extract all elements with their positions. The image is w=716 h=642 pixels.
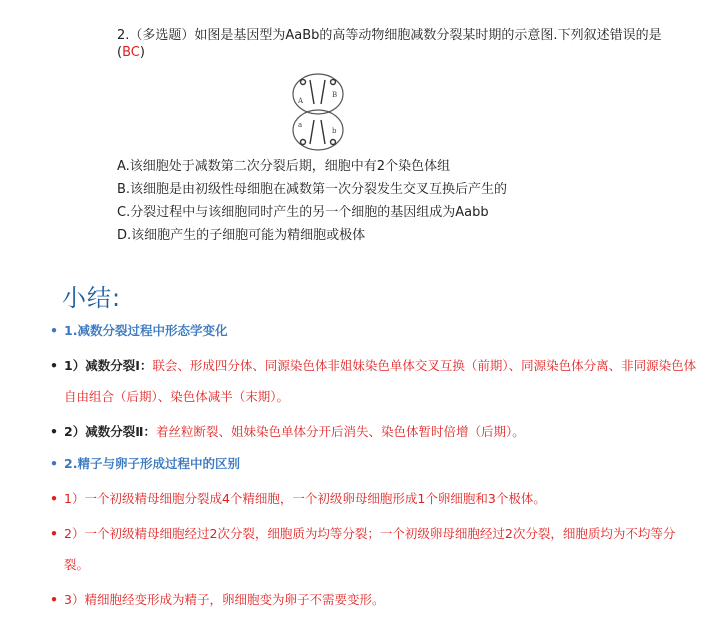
chromosome-lower-right (321, 120, 325, 144)
chromosome-upper-left (310, 80, 314, 104)
bullet-dot: • (50, 358, 58, 373)
option-b: B.该细胞是由初级性母细胞在减数第一次分裂发生交叉互换后产生的 (117, 182, 508, 197)
difference-item-1-text: 1）一个初级精母细胞分裂成4个精细胞，一个初级卵母细胞形成1个卵细胞和3个极体。 (64, 491, 546, 506)
chromosome-lower-left (310, 120, 314, 144)
option-a: A.该细胞处于减数第二次分裂后期，细胞中有2个染色体组 (117, 159, 451, 174)
bullet-dot: • (50, 323, 58, 338)
option-d: D.该细胞产生的子细胞可能为精细胞或极体 (117, 228, 366, 243)
section-heading-2 (48, 451, 698, 477)
meiosis-1-label: 1）减数分裂Ⅰ： (64, 358, 153, 373)
gene-label-B: B (332, 91, 338, 99)
gene-label-A: A (298, 97, 304, 105)
centrosome-lower-left (301, 140, 306, 145)
bullet-dot: • (50, 592, 58, 607)
summary-title: 小结: (62, 284, 122, 312)
meiosis-1-item (48, 350, 698, 412)
question-close: ) (139, 45, 145, 60)
bullet-dot: • (50, 491, 58, 506)
bullet-dot: • (50, 424, 58, 439)
meiosis-2-label: 2）减数分裂Ⅱ： (64, 424, 156, 439)
difference-item-2-text: 2）一个初级精母细胞经过2次分裂，细胞质为均等分裂；一个初级卵母细胞经过2次分裂，细胞质均为不均等分裂。 (64, 526, 676, 572)
bullet-dot: • (50, 526, 58, 541)
gene-label-b: b (332, 127, 337, 135)
centrosome-upper-right (331, 80, 336, 85)
difference-item-2 (48, 518, 698, 580)
summary-bullets (48, 318, 698, 619)
centrosome-lower-right (331, 140, 336, 145)
option-c: C.分裂过程中与该细胞同时产生的另一个细胞的基因组成为Aabb (117, 205, 489, 220)
difference-item-3-text: 3）精细胞经变形成为精子，卵细胞变为卵子不需要变形。 (64, 592, 385, 607)
cell-diagram (283, 70, 353, 154)
centrosome-upper-left (301, 80, 306, 85)
question-text: 2.（多选题）如图是基因型为AaBb的高等动物细胞减数分裂某时期的示意图.下列叙述错误的是( (117, 28, 662, 60)
meiosis-2-text: 着丝粒断裂、姐妹染色单体分开后消失、染色体暂时倍增（后期）。 (155, 424, 525, 439)
meiosis-1-text: 联会、形成四分体、同源染色体非姐妹染色单体交叉互换（前期）、同源染色体分离、非同源染色体自由组合（后期）、染色体减半（末期）。 (64, 358, 697, 404)
chromosome-upper-right (321, 80, 325, 104)
options-list (117, 155, 677, 247)
bullet-dot: • (50, 456, 58, 471)
section-heading-2-text: 2.精子与卵子形成过程中的区别 (64, 456, 240, 471)
cell-diagram-svg (283, 70, 353, 154)
question-answer: BC (122, 45, 140, 60)
meiosis-2-item (48, 416, 698, 447)
section-heading-1 (48, 318, 698, 344)
gene-label-a: a (298, 121, 303, 129)
section-heading-1-text: 1.减数分裂过程中形态学变化 (64, 323, 228, 338)
difference-item-3 (48, 584, 698, 615)
difference-item-1 (48, 483, 698, 514)
question-stem (117, 27, 677, 61)
